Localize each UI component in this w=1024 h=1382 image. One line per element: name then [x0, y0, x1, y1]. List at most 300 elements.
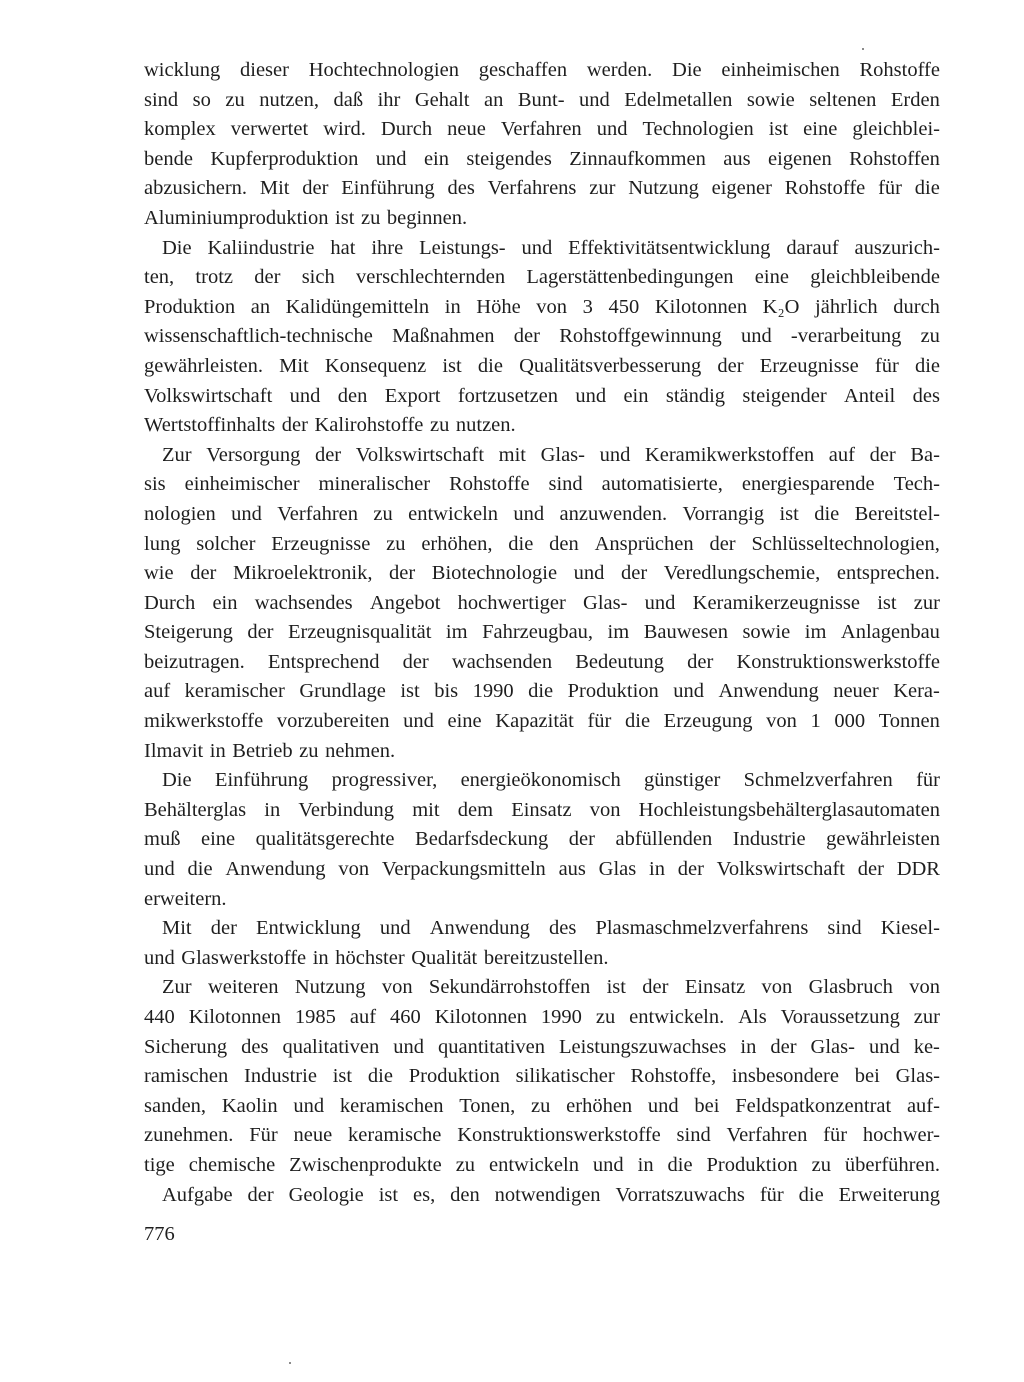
word: und	[579, 88, 610, 111]
word: sanden,	[144, 1094, 207, 1117]
word: erweitern.	[144, 887, 227, 910]
text-line	[144, 1062, 940, 1092]
word: ihre	[371, 236, 404, 259]
word: Erden	[890, 88, 940, 111]
word: Die	[672, 59, 702, 81]
word: Glas-	[895, 1065, 940, 1088]
word: und	[599, 443, 631, 466]
word: wachsenden	[451, 650, 553, 673]
word: sowie	[742, 621, 791, 644]
word: wicklung	[144, 59, 221, 81]
word: Kilotonnen	[434, 1006, 527, 1028]
text-line	[144, 737, 940, 767]
word: Bereitstel-	[854, 502, 940, 525]
word: 3	[582, 295, 593, 318]
word: und	[513, 502, 545, 525]
word: einheimischen	[721, 59, 840, 81]
word: ihr	[377, 88, 401, 111]
word: Veredlungschemie,	[663, 562, 821, 585]
word: ist	[779, 502, 799, 525]
text-line	[144, 115, 940, 145]
word: der	[620, 562, 648, 585]
text-line	[144, 677, 940, 707]
text-line	[144, 470, 940, 500]
word: zu	[531, 1094, 551, 1117]
word: Konstruktionswerkstoffe	[736, 650, 940, 673]
word: 1990	[540, 1006, 582, 1028]
word: den	[549, 532, 579, 555]
word: Rohstoffe	[449, 473, 530, 496]
word: und	[144, 946, 175, 969]
word: 000	[834, 710, 866, 733]
word: der	[642, 976, 669, 999]
text-line	[144, 293, 940, 323]
word: in	[649, 858, 665, 881]
word: 450	[608, 295, 640, 318]
word: Anwendung	[718, 680, 819, 703]
word: Steigerung	[144, 621, 233, 644]
word: und	[673, 680, 704, 703]
word: Bunt-	[517, 88, 565, 111]
word: zur	[589, 177, 616, 200]
word: Sekundärrohstoffen	[428, 976, 591, 999]
word: Produktion	[408, 1065, 500, 1088]
word: des	[912, 384, 940, 407]
word: Produktion	[706, 1153, 798, 1176]
word: mineralischer	[318, 473, 431, 496]
word: Kupferproduktion	[210, 147, 359, 170]
word: des	[447, 177, 475, 200]
word: sind	[827, 917, 862, 940]
word: der	[314, 443, 342, 466]
word: gewährleisten	[826, 828, 940, 851]
word: der	[190, 562, 217, 585]
word: und	[596, 118, 628, 141]
word: und	[740, 325, 772, 348]
text-line	[144, 174, 940, 204]
word: Volkswirtschaft	[144, 384, 273, 407]
word: trotz	[195, 266, 233, 289]
word: zu	[429, 414, 450, 437]
word: nutzen.	[455, 414, 516, 437]
word: werden.	[586, 59, 653, 81]
word: Qualitätsverbesserung	[519, 354, 702, 377]
word: sind	[676, 1124, 711, 1147]
text-line	[144, 1121, 940, 1151]
word: 1985	[294, 1006, 336, 1028]
word: ist	[606, 976, 626, 999]
word: in	[264, 798, 281, 821]
text-line	[144, 973, 940, 1003]
word: seltenen	[809, 88, 877, 111]
word: eine	[803, 118, 838, 141]
text-line	[144, 234, 940, 264]
word: Anteil	[844, 384, 896, 407]
word: der	[857, 858, 884, 881]
word: Erzeugnisqualität	[287, 621, 432, 644]
word: Kilotonnen	[654, 295, 748, 318]
word: Wertstoffinhalts	[144, 414, 276, 437]
word: Kera-	[893, 680, 940, 703]
word: Zinnaufkommen	[569, 147, 706, 170]
word: Ba-	[910, 443, 940, 466]
text-line	[144, 441, 940, 471]
text-line	[144, 352, 940, 382]
word: Erzeugnisse	[271, 532, 371, 555]
word: Ansprüchen	[594, 532, 694, 555]
text-line	[144, 86, 940, 116]
word: Qualität	[411, 946, 478, 969]
word: Höhe	[476, 295, 521, 318]
word: der	[402, 650, 429, 673]
word: der	[513, 325, 540, 348]
word: Verfahren	[726, 1124, 808, 1147]
word: silikatischer	[515, 1065, 615, 1088]
word: die	[508, 532, 534, 555]
word: in	[312, 946, 329, 969]
word: Glas-	[583, 591, 628, 614]
word: der	[677, 858, 704, 881]
text-line	[144, 825, 940, 855]
word: vorzubereiten	[276, 710, 390, 733]
word: ist	[768, 118, 789, 141]
word: und	[231, 502, 262, 525]
word: K₂O	[762, 295, 800, 318]
word: Produktion	[144, 295, 236, 318]
word: Volkswirtschaft	[716, 858, 845, 881]
word: automatisierte,	[601, 473, 723, 496]
word: auf	[349, 1006, 377, 1028]
text-line	[144, 1151, 940, 1181]
word: neue	[293, 1124, 333, 1147]
word: energieökonomisch	[460, 769, 621, 792]
word: komplex	[144, 118, 216, 141]
word: und	[375, 147, 407, 170]
word: Industrie	[732, 828, 806, 851]
word: verwertet	[230, 118, 309, 141]
word: Konstruktionswerkstoffe	[457, 1124, 661, 1147]
word: quantitativen	[437, 1035, 546, 1058]
word: Leistungs-	[419, 236, 506, 259]
word: ist	[400, 680, 420, 703]
word: ist	[442, 354, 462, 377]
word: Versorgung	[206, 443, 301, 466]
word: 1990	[472, 680, 514, 703]
word: den	[450, 1183, 480, 1206]
word: und	[293, 1094, 325, 1117]
word: von	[589, 798, 621, 821]
word: gleichbleibende	[810, 266, 940, 289]
text-line	[144, 648, 940, 678]
word: gewährleisten.	[144, 354, 263, 377]
word: Anlagenbau	[840, 621, 940, 644]
word: ist	[332, 1065, 353, 1088]
word: Tech-	[893, 473, 940, 496]
word: Einführung	[341, 177, 435, 200]
word: so	[192, 88, 211, 111]
word: Glas-	[810, 1035, 855, 1058]
word: für	[759, 1183, 784, 1206]
word: Edelmetallen	[624, 88, 733, 111]
word: Kaliindustrie	[207, 236, 315, 259]
word: in	[637, 1153, 654, 1176]
word: Mit	[162, 917, 192, 940]
word: auszurich-	[854, 236, 940, 259]
word: für	[878, 177, 902, 200]
word: an	[250, 295, 271, 318]
text-line	[144, 559, 940, 589]
word: Effektivitätsentwicklung	[568, 236, 771, 259]
word: Für	[249, 1124, 278, 1147]
word: Konsequenz	[324, 354, 427, 377]
word: und	[379, 917, 411, 940]
word: Kiesel-	[880, 917, 940, 940]
word: Verfahren	[277, 502, 359, 525]
word: eigenen	[768, 147, 832, 170]
word: Kalidüngemitteln	[285, 295, 430, 318]
word: Schmelzverfahren	[743, 769, 893, 792]
word: zu	[299, 739, 319, 762]
word: in	[209, 739, 226, 762]
page-body-text	[144, 56, 940, 1210]
word: von	[338, 858, 370, 881]
word: hochwertiger	[457, 591, 566, 614]
word: zunehmen.	[144, 1124, 234, 1147]
word: zur	[913, 591, 940, 614]
word: Tonnen	[878, 710, 940, 733]
word: wachsendes	[254, 591, 353, 614]
word: Entwicklung	[256, 917, 361, 940]
word: Zwischenprodukte	[289, 1153, 442, 1176]
word: der	[717, 354, 744, 377]
word: die	[367, 1065, 393, 1088]
word: für	[874, 354, 899, 377]
word: Rohstoffe,	[630, 1065, 717, 1088]
word: ramischen	[144, 1065, 229, 1088]
text-line	[144, 855, 940, 885]
word: von	[766, 710, 797, 733]
word: Keramikwerkstoffen	[644, 443, 815, 466]
text-line	[144, 914, 940, 944]
word: der	[869, 443, 896, 466]
word: der	[568, 828, 595, 851]
word: mit	[412, 798, 440, 821]
word: zur	[913, 1006, 940, 1028]
word: Biotechnologie	[431, 562, 558, 585]
word: bende	[144, 147, 193, 170]
word: es,	[413, 1183, 436, 1206]
word: Die	[162, 769, 192, 792]
word: Mit	[279, 354, 309, 377]
word: beizutragen.	[144, 650, 245, 673]
text-line	[144, 530, 940, 560]
word: Glaswerkstoffe	[181, 946, 307, 969]
word: Rohstoffen	[849, 147, 940, 170]
word: Keramikerzeugnisse	[692, 591, 860, 614]
word: und	[573, 562, 605, 585]
word: die	[187, 858, 213, 881]
word: ist	[335, 206, 355, 229]
word: keramischen	[339, 1094, 444, 1117]
word: Glas	[598, 858, 637, 881]
word: Rohstoffgewinnung	[559, 325, 722, 348]
word: des	[549, 917, 577, 940]
word: Zur	[162, 976, 192, 999]
word: zu	[920, 325, 940, 348]
word: die	[625, 710, 651, 733]
word: wissenschaftlich-technische	[144, 325, 373, 348]
word: hochwer-	[862, 1124, 940, 1147]
word: der	[210, 917, 237, 940]
word: Schlüsseltechnologien,	[751, 532, 940, 555]
word: Export	[384, 384, 441, 407]
word: der	[687, 650, 714, 673]
word: und	[575, 384, 607, 407]
word: verschlechternden	[355, 266, 506, 289]
word: für	[823, 1124, 848, 1147]
word: von	[381, 976, 413, 999]
word: Erweiterung	[838, 1183, 940, 1206]
word: hat	[330, 236, 356, 259]
word: bei	[694, 1094, 720, 1117]
word: solcher	[196, 532, 256, 555]
word: von	[761, 976, 793, 999]
word: eine	[447, 710, 482, 733]
word: auf	[144, 680, 171, 703]
word: Kalirohstoffe	[314, 414, 424, 437]
word: durch	[893, 295, 940, 318]
word: mikwerkstoffe	[144, 710, 264, 733]
word: erhöhen,	[421, 532, 493, 555]
word: Zur	[162, 443, 192, 466]
word: Glas-	[540, 443, 585, 466]
word: steigendes	[466, 147, 552, 170]
word: zu	[386, 532, 406, 555]
word: chemische	[188, 1153, 276, 1176]
word: die	[914, 177, 940, 200]
word: eigener	[711, 177, 772, 200]
word: entwickeln	[408, 502, 499, 525]
scan-speck	[862, 48, 864, 50]
word: Mit	[259, 177, 290, 200]
word: und	[144, 858, 175, 881]
word: erhöhen	[566, 1094, 633, 1117]
word: fortzusetzen	[457, 384, 559, 407]
word: notwendigen	[494, 1183, 601, 1206]
word: von	[536, 295, 568, 318]
word: Tonen,	[459, 1094, 516, 1117]
word: Gehalt	[414, 88, 470, 111]
word: Kapazität	[495, 710, 574, 733]
word: zu	[455, 1153, 476, 1176]
word: Erzeugnisse	[759, 354, 859, 377]
word: energiesparende	[741, 473, 875, 496]
word: und	[647, 1094, 679, 1117]
word: und	[644, 591, 676, 614]
text-line	[144, 56, 940, 86]
word: Hochleistungsbehälterglasautomaten	[638, 798, 940, 821]
word: Vorratszuwachs	[615, 1183, 745, 1206]
word: -verarbeitung	[790, 325, 902, 348]
word: sich	[301, 266, 335, 289]
word: Verbindung	[298, 798, 395, 821]
word: die	[914, 354, 940, 377]
word: entwickeln	[489, 1153, 579, 1176]
word: sind	[548, 473, 583, 496]
word: von	[909, 976, 940, 999]
word: auf-	[906, 1094, 940, 1117]
word: Grundlage	[299, 680, 386, 703]
word: Volkswirtschaft	[355, 443, 485, 466]
word: höchster	[335, 946, 405, 969]
word: Kaolin	[221, 1094, 278, 1117]
word: ist	[378, 1183, 399, 1206]
word: den	[337, 384, 368, 407]
word: Rohstoffe	[859, 59, 940, 81]
text-line	[144, 796, 940, 826]
word: Kilotonnen	[188, 1006, 281, 1028]
word: aus	[723, 147, 751, 170]
word: anzuwenden.	[559, 502, 668, 525]
word: ein	[212, 591, 238, 614]
word: Verfahrens	[487, 177, 577, 200]
word: Voraussetzung	[780, 1006, 900, 1028]
word: Anwendung	[225, 858, 326, 881]
word: mit	[498, 443, 526, 466]
word: der	[247, 621, 274, 644]
text-line	[144, 944, 940, 974]
text-line	[144, 1092, 940, 1122]
word: der	[709, 532, 736, 555]
word: der	[770, 1035, 797, 1058]
word: Aluminiumproduktion	[144, 206, 329, 229]
word: DDR	[896, 858, 940, 881]
word: Rohstoffe	[784, 177, 866, 200]
word: an	[484, 88, 504, 111]
word: nutzen,	[259, 88, 320, 111]
word: Verpackungsmitteln	[381, 858, 546, 881]
word: für	[587, 710, 612, 733]
word: Hochtechnologien	[308, 59, 459, 81]
word: Aufgabe	[162, 1183, 233, 1206]
word: Sicherung	[144, 1035, 228, 1058]
text-line	[144, 1033, 940, 1063]
word: Angebot	[369, 591, 441, 614]
word: und	[403, 710, 434, 733]
word: abfüllenden	[615, 828, 713, 851]
word: Geologie	[288, 1183, 364, 1206]
page-number: 776	[144, 1223, 175, 1245]
word: bereitzustellen.	[483, 946, 609, 969]
word: ein	[423, 147, 449, 170]
word: zu	[225, 88, 245, 111]
word: die	[814, 502, 840, 525]
word: Feldspatkonzentrat	[735, 1094, 892, 1117]
word: insbesondere	[731, 1065, 839, 1088]
word: 460	[390, 1006, 421, 1028]
word: Produktion	[567, 680, 659, 703]
word: weiteren	[207, 976, 279, 999]
word: Lagerstättenbedingungen	[526, 266, 734, 289]
word: auf	[828, 443, 855, 466]
word: progressiver,	[331, 769, 438, 792]
word: Durch	[380, 118, 433, 141]
word: 440	[144, 1006, 175, 1028]
word: entwickeln.	[629, 1006, 725, 1028]
text-line	[144, 322, 940, 352]
word: daß	[333, 88, 364, 111]
word: und	[592, 1153, 624, 1176]
